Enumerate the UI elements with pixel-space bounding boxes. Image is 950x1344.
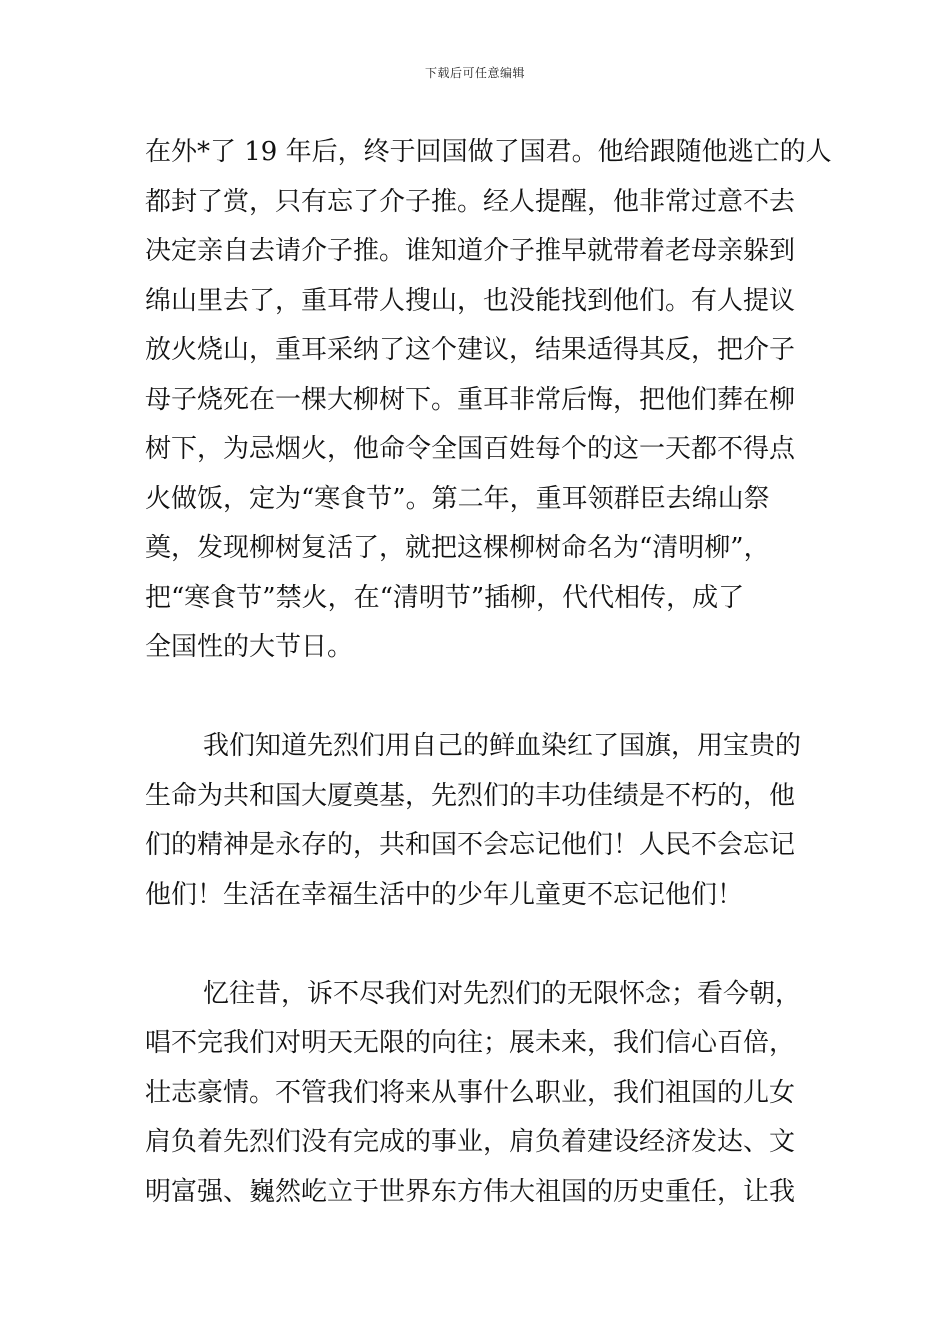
paragraph-spacer [145, 920, 810, 970]
text-line: 火做饭，定为“寒食节”。第二年，重耳领群臣去绵山祭 [145, 483, 770, 514]
text-line: 把“寒食节”禁火，在“清明节”插柳，代代相传，成了 [145, 582, 745, 613]
text-line: 放火烧山，重耳采纳了这个建议，结果适得其反，把介子 [145, 335, 796, 365]
text-line: 在外*了 19 年后，终于回国做了国君。他给跟随他逃亡的人 [145, 137, 832, 167]
paragraph-1 [145, 128, 832, 673]
text-line: 绵山里去了，重耳带人搜山，也没能找到他们。有人提议 [145, 285, 796, 316]
text-line: 树下，为忌烟火，他命令全国百姓每个的这一天都不得点 [145, 434, 796, 464]
text-line: 唱不完我们对明天无限的向往；展未来，我们信心百倍， [145, 1028, 796, 1058]
text-line: 肩负着先烈们没有完成的事业，肩负着建设经济发达、文 [145, 1127, 796, 1157]
text-line: 忆往昔，诉不尽我们对先烈们的无限怀念；看今朝， [203, 978, 802, 1009]
text-line: 母子烧死在一棵大柳树下。重耳非常后悔，把他们葬在柳 [145, 384, 796, 415]
document-body [145, 128, 832, 1217]
text-line: 生命为共和国大厦奠基，先烈们的丰功佳绩是不朽的，他 [145, 780, 796, 811]
text-line: 都封了赏，只有忘了介子推。经人提醒，他非常过意不去 [145, 186, 796, 217]
text-line: 明富强、巍然屹立于世界东方伟大祖国的历史重任，让我 [145, 1176, 796, 1207]
paragraph-3 [145, 970, 810, 1218]
page-header: 下载后可任意编辑 [424, 66, 525, 80]
text-line: 他们！生活在幸福生活中的少年儿童更不忘记他们！ [145, 879, 744, 910]
text-line: 全国性的大节日。 [145, 632, 354, 662]
paragraph-spacer [145, 673, 810, 723]
text-line: 奠，发现柳树复活了，就把这棵柳树命名为“清明柳”， [145, 533, 770, 563]
text-line: 壮志豪情。不管我们将来从事什么职业，我们祖国的儿女 [145, 1077, 796, 1108]
text-line: 决定亲自去请介子推。谁知道介子推早就带着老母亲躲到 [145, 236, 796, 266]
text-line: 们的精神是永存的，共和国不会忘记他们！人民不会忘记 [145, 830, 796, 860]
text-line: 我们知道先烈们用自己的鲜血染红了国旗，用宝贵的 [203, 731, 802, 761]
paragraph-2 [145, 722, 810, 920]
